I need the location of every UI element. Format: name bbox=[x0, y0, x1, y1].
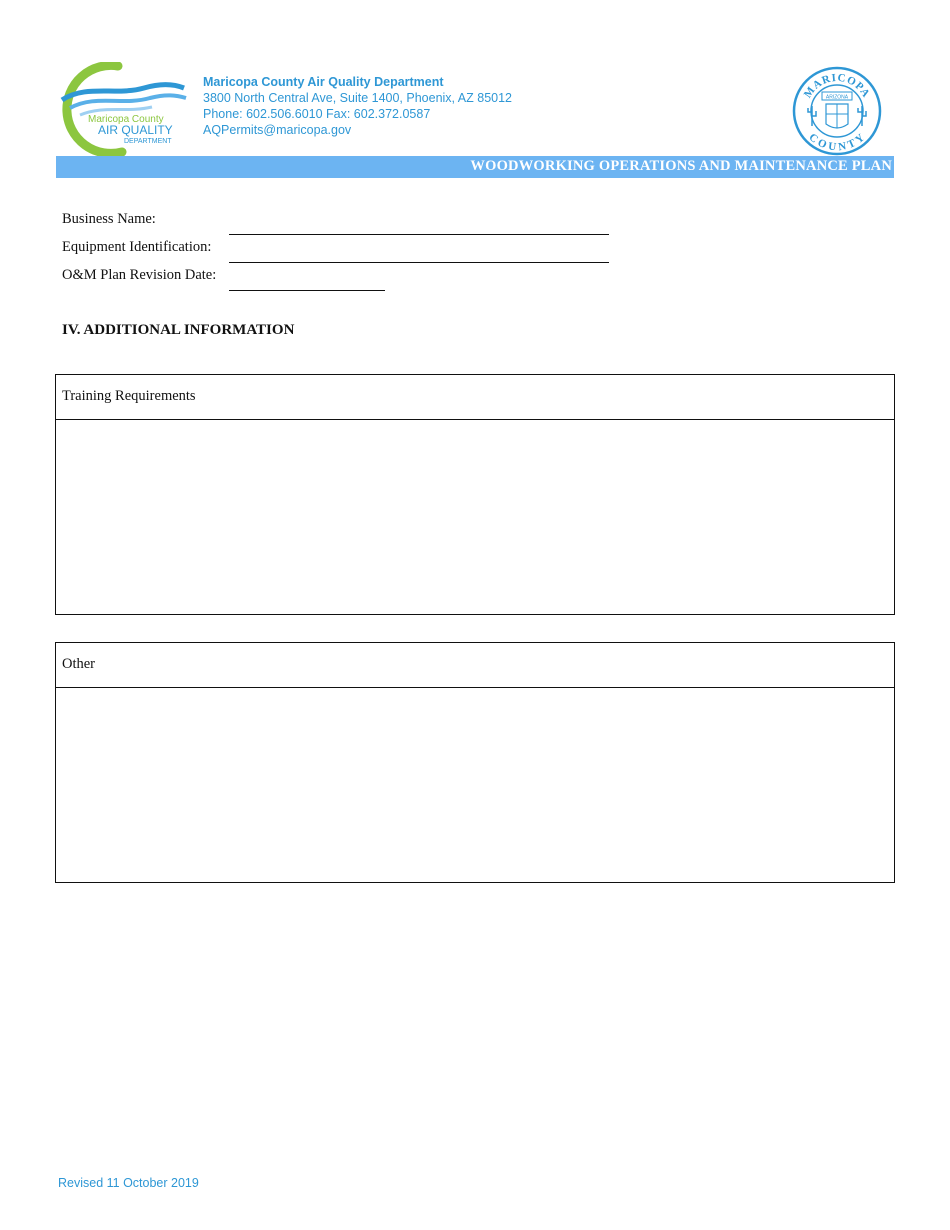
document-title: WOODWORKING OPERATIONS AND MAINTENANCE PLAN bbox=[470, 158, 892, 174]
department-email[interactable]: AQPermits@maricopa.gov bbox=[203, 123, 352, 137]
air-quality-logo bbox=[56, 62, 188, 156]
department-phone-fax: Phone: 602.506.6010 Fax: 602.372.0587 bbox=[203, 107, 431, 121]
department-contact-block bbox=[203, 74, 512, 138]
other-title: Other bbox=[62, 656, 96, 672]
equipment-identification-label: Equipment Identification: bbox=[62, 239, 212, 255]
training-requirements-textarea[interactable] bbox=[56, 420, 894, 614]
revision-date-field[interactable] bbox=[229, 273, 385, 291]
document-title-bar bbox=[56, 156, 894, 178]
section-heading: IV. ADDITIONAL INFORMATION bbox=[62, 322, 295, 338]
seal-bottom-text: COUNTY bbox=[806, 131, 868, 154]
other-textarea[interactable] bbox=[56, 688, 894, 882]
training-requirements-header bbox=[56, 375, 894, 420]
seal-inner-text: ARIZONA bbox=[825, 94, 849, 101]
revision-footer: Revised 11 October 2019 bbox=[58, 1176, 199, 1190]
seal-top-text: MARICOPA bbox=[801, 71, 873, 101]
revision-date-label: O&M Plan Revision Date: bbox=[62, 267, 217, 283]
logo-text-air-quality: AIR QUALITY bbox=[98, 123, 173, 137]
business-name-field[interactable] bbox=[229, 217, 609, 235]
equipment-identification-field[interactable] bbox=[229, 245, 609, 263]
department-address: 3800 North Central Ave, Suite 1400, Phoenix, AZ 85012 bbox=[203, 91, 513, 105]
logo-text-county: Maricopa County bbox=[88, 114, 164, 125]
business-name-label: Business Name: bbox=[62, 211, 156, 227]
training-requirements-title: Training Requirements bbox=[62, 388, 196, 404]
training-requirements-box bbox=[55, 374, 895, 615]
svg-text:COUNTY bbox=[806, 131, 867, 153]
other-header bbox=[56, 643, 894, 688]
county-seal-icon bbox=[792, 66, 882, 156]
department-name: Maricopa County Air Quality Department bbox=[203, 75, 444, 89]
logo-text-department: DEPARTMENT bbox=[124, 138, 172, 145]
other-box bbox=[55, 642, 895, 883]
